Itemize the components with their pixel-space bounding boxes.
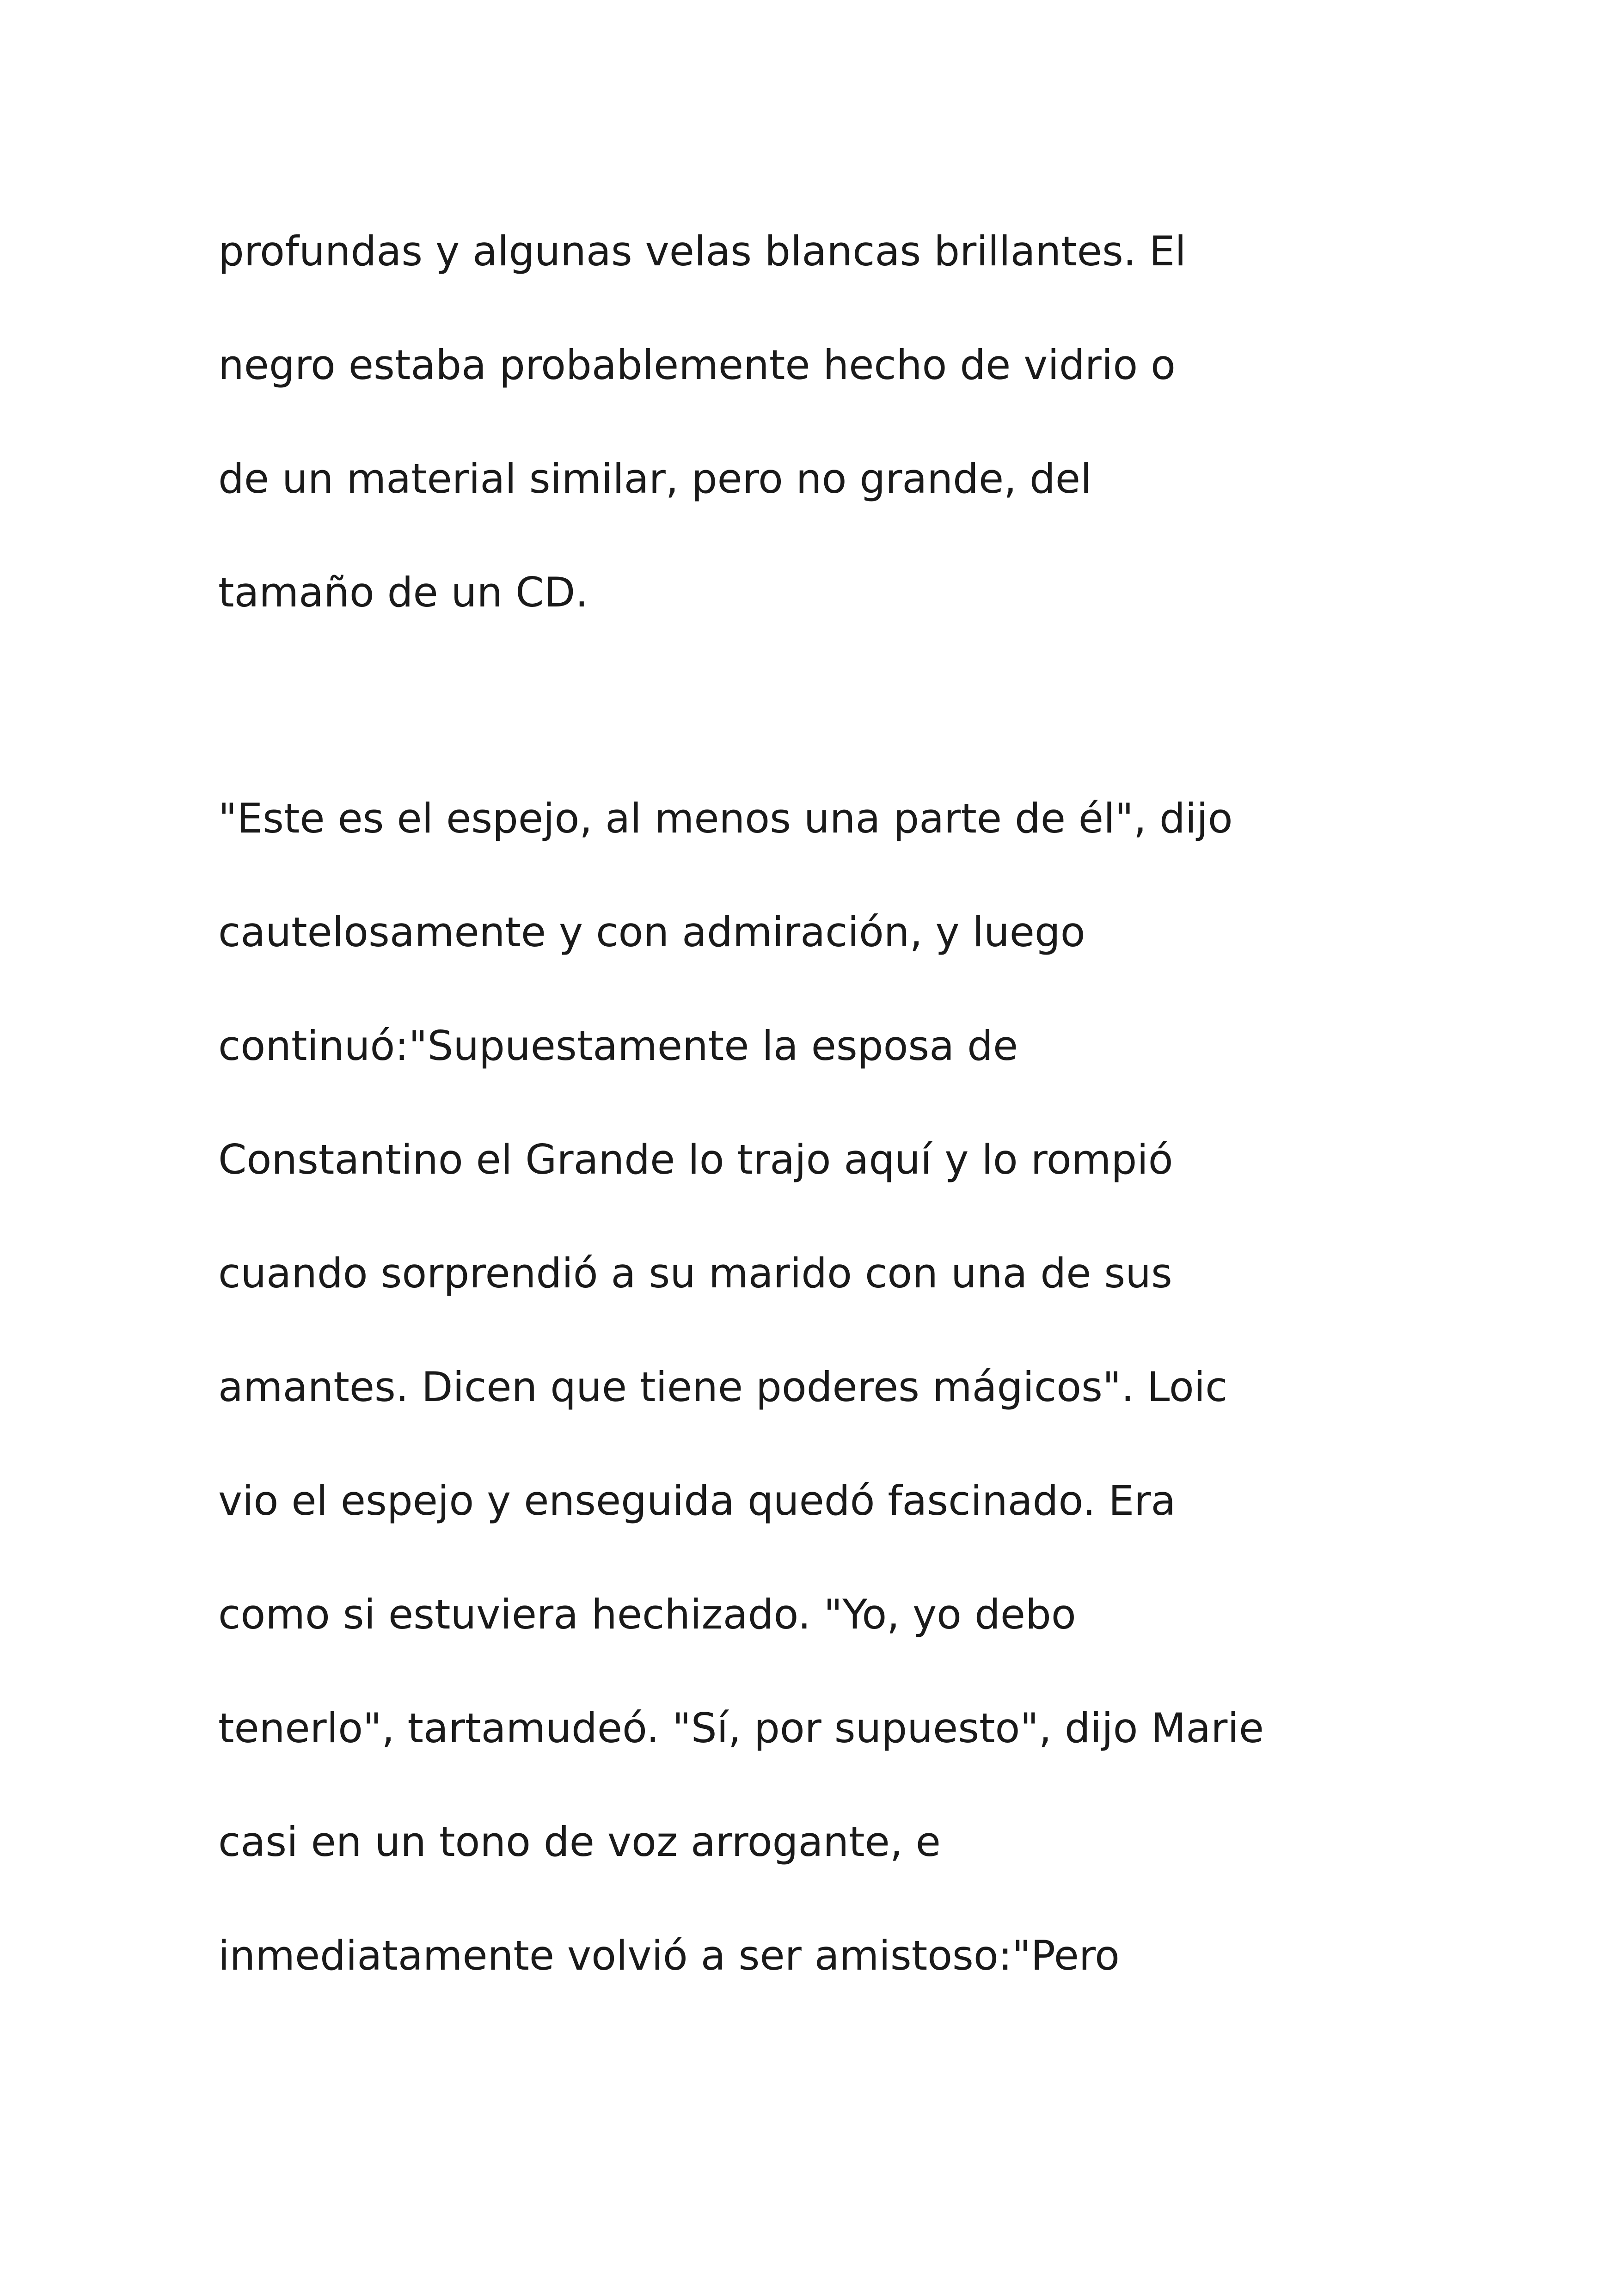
text-line: vio el espejo y enseguida quedó fascinado. Era xyxy=(218,1477,1176,1525)
text-line: cautelosamente y con admiración, y luego xyxy=(218,908,1085,956)
text-line: como si estuviera hechizado. "Yo, yo debo xyxy=(218,1591,1076,1638)
text-line: tamaño de un CD. xyxy=(218,569,588,616)
text-line: de un material similar, pero no grande, del xyxy=(218,455,1092,502)
text-line: "Este es el espejo, al menos una parte de él", dijo xyxy=(218,795,1233,842)
text-line: profundas y algunas velas blancas brillantes. El xyxy=(218,227,1186,275)
text-line: inmediatamente volvió a ser amistoso:"Pero xyxy=(218,1932,1120,1979)
text-line: tenerlo", tartamudeó. "Sí, por supuesto", dijo Marie xyxy=(218,1704,1264,1752)
text-line: casi en un tono de voz arrogante, e xyxy=(218,1818,941,1866)
text-line: cuando sorprendió a su marido con una de sus xyxy=(218,1249,1172,1297)
text-line: Constantino el Grande lo trajo aquí y lo rompió xyxy=(218,1136,1173,1183)
text-line: amantes. Dicen que tiene poderes mágicos". Loic xyxy=(218,1363,1228,1411)
text-line: negro estaba probablemente hecho de vidrio o xyxy=(218,341,1176,389)
text-line: continuó:"Supuestamente la esposa de xyxy=(218,1022,1018,1070)
